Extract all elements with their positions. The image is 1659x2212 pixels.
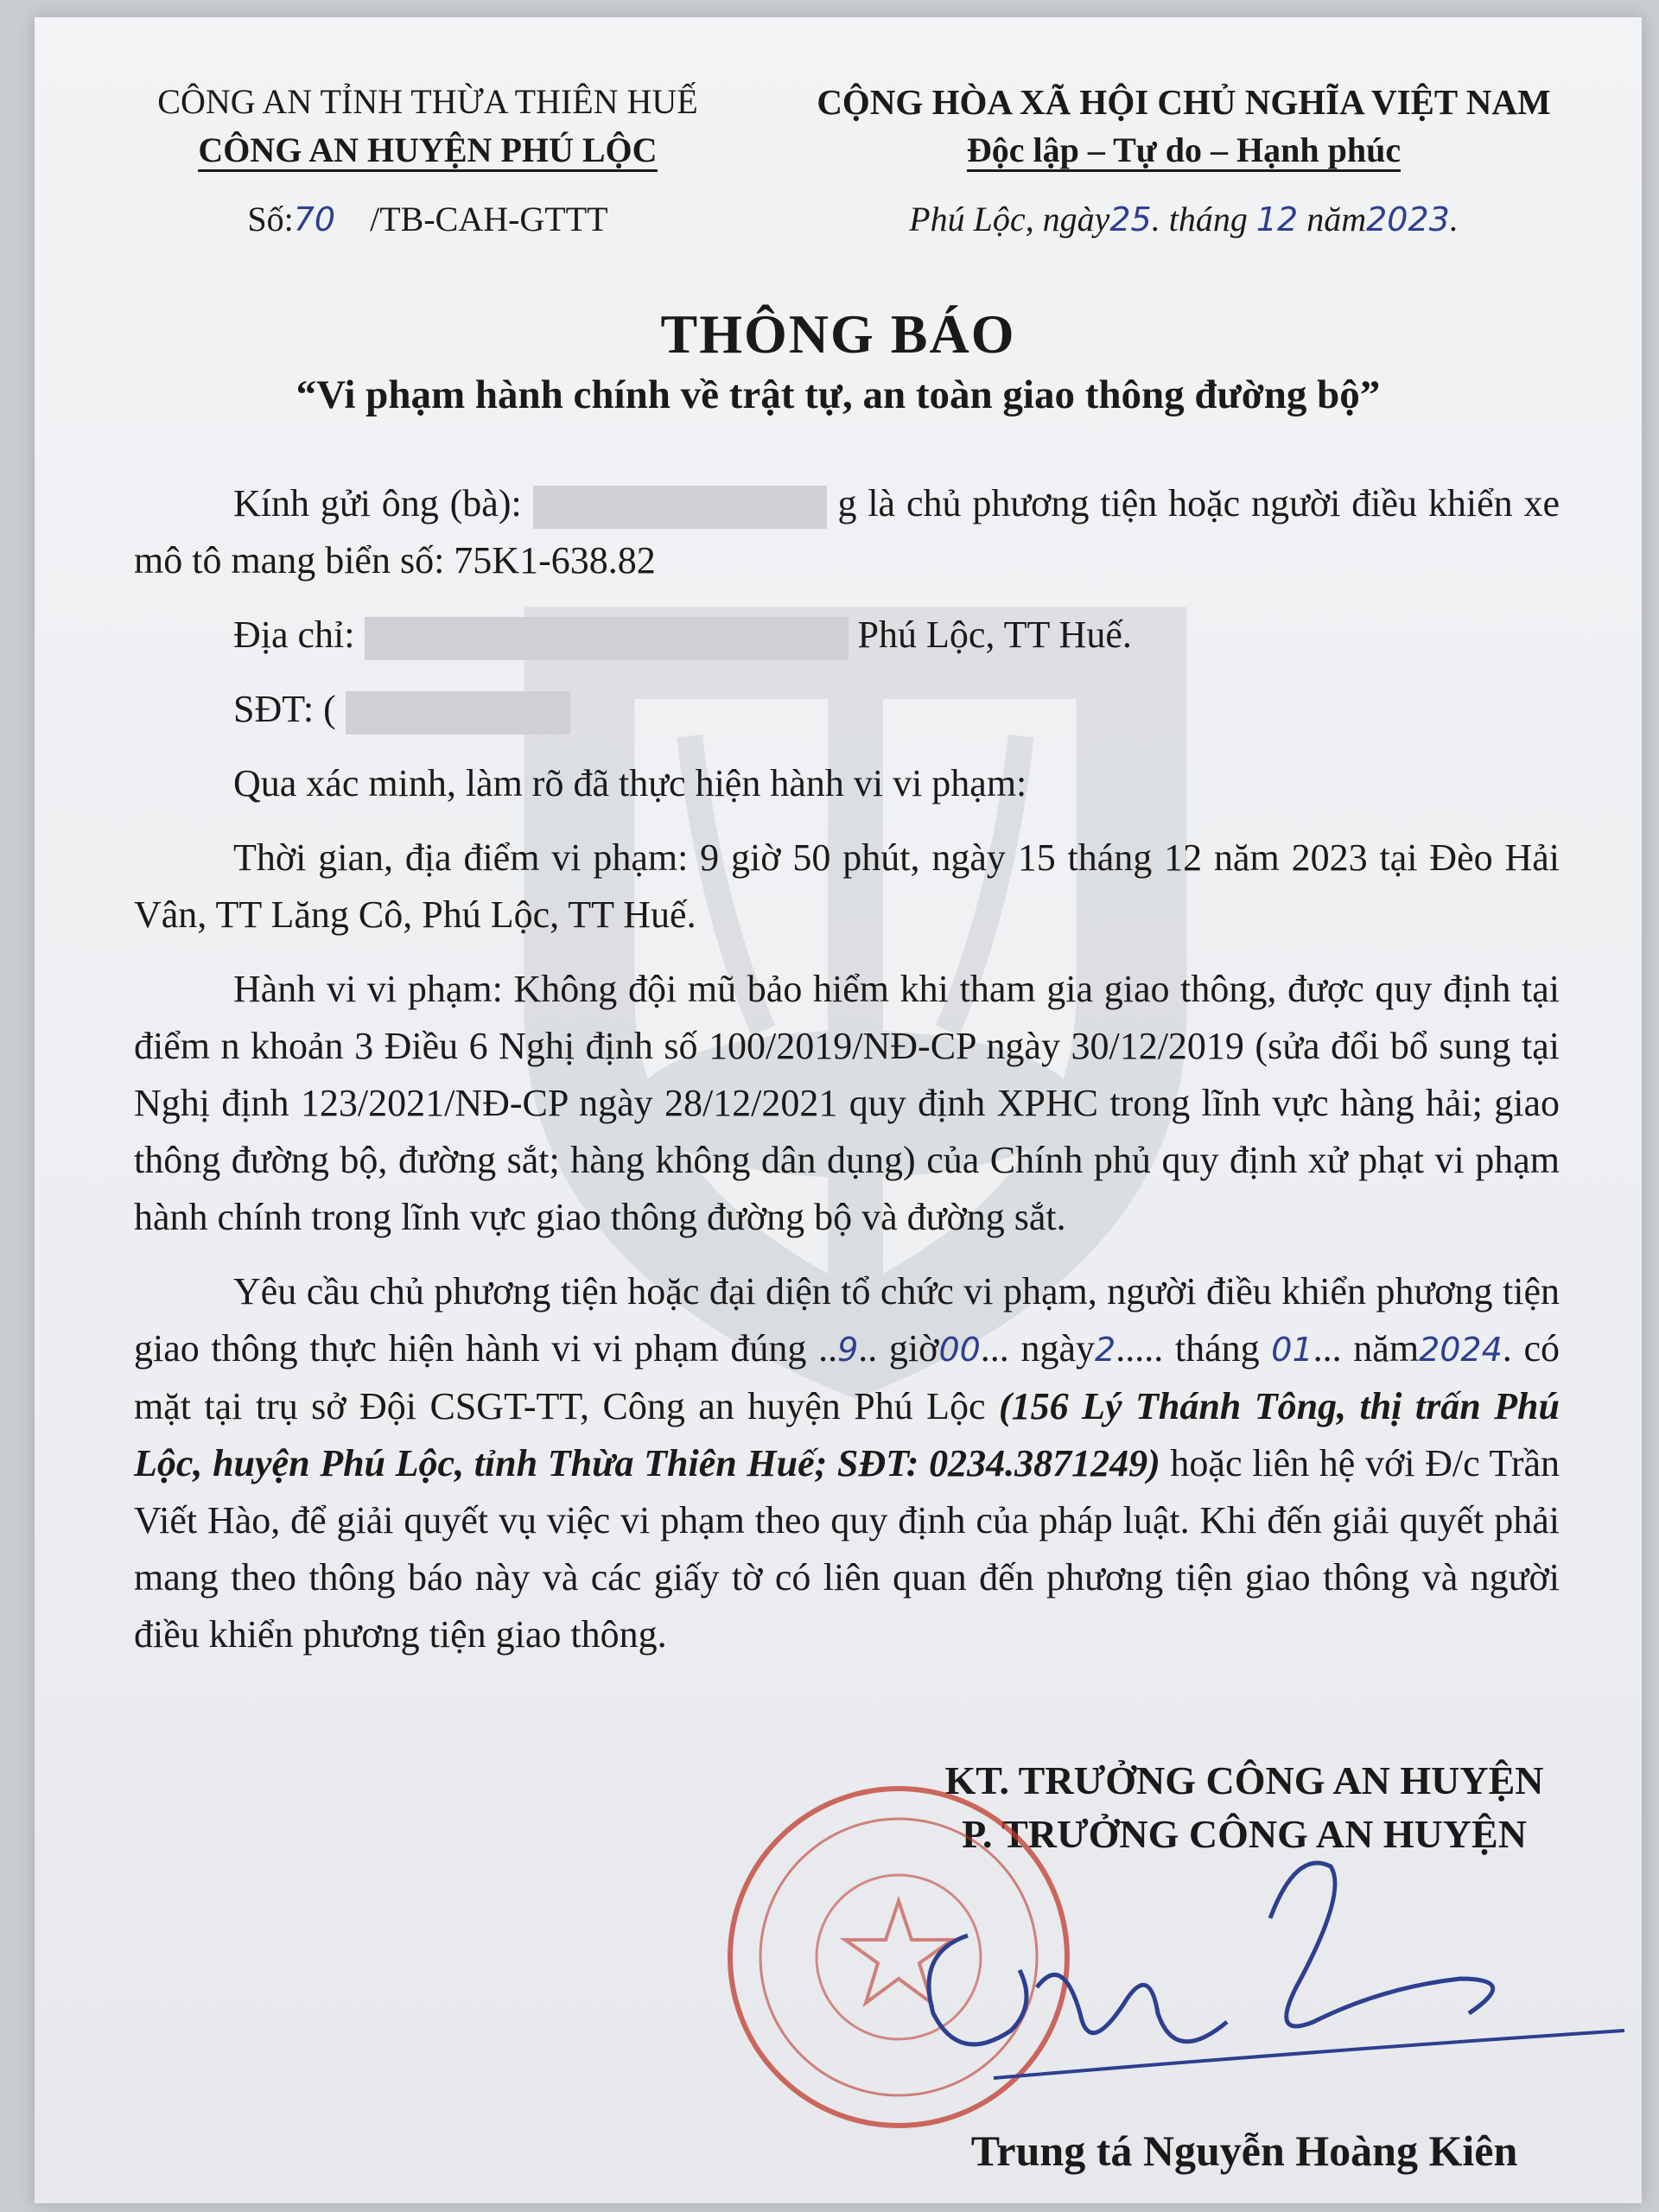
verification-line: Qua xác minh, làm rõ đã thực hiện hành vi vi phạm: [233,762,1027,804]
address-line: Địa chỉ: Phú Lộc, TT Huế. [134,607,1560,664]
violation-paragraph: Hành vi vi phạm: Không đội mũ bảo hiểm khi tham gia giao thông, được quy định tại điểm n khoản 3 Điều 6 Nghị định số 100/2019/NĐ-CP ngày 30/12/2019 (sửa đổi bổ sung tại Nghị định 123/2021/NĐ-CP ngày 28/12/2021 quy định XPHC trong lĩnh vực hàng hải; giao thông đường bộ, đường sắt; hàng không dân dụng) của Chính phủ quy định xử phạt vi phạm hành chính trong lĩnh vực giao thông đường bộ và đường sắt. [134,968,1560,1238]
appointment-minute: 00 [938,1331,981,1369]
office-address: (156 Lý Thánh Tông, thị trấn Phú Lộc, huyện Phú Lộc, tỉnh Thừa Thiên Huế; SĐT: 0234.3871249) [134,1385,1560,1484]
document-body [134,475,1560,1681]
document-subtitle: “Vi phạm hành chính về trật tự, an toàn giao thông đường bộ” [296,372,1381,417]
document-title: THÔNG BÁO [660,303,1016,365]
appointment-hour: 9 [837,1331,859,1369]
document-page [35,17,1642,2203]
appointment-month: 01 [1271,1331,1313,1369]
country-name: CỘNG HÒA XÃ HỘI CHỦ NGHĨA VIỆT NAM [817,82,1551,122]
document-number: Số:70 /TB-CAH-GTTT [247,200,608,238]
redacted-address [365,617,849,660]
appointment-year: 2024 [1419,1331,1503,1369]
appointment-day: 2 [1095,1331,1116,1369]
issue-year: 2023 [1366,200,1450,238]
signature-title: KT. TRƯỞNG CÔNG AN HUYỆN P. TRƯỞNG CÔNG AN HUYỆN [944,1758,1544,1856]
document-number-value: 70 [293,200,336,238]
handwritten-signature [864,1815,1642,2108]
redacted-name [533,486,827,529]
time-place-paragraph: Thời gian, địa điểm vi phạm: 9 giờ 50 phút, ngày 15 tháng 12 năm 2023 tại Đèo Hải Vân, TT Lăng Cô, Phú Lộc, TT Huế. [134,836,1560,936]
request-paragraph: Yêu cầu chủ phương tiện hoặc đại diện tổ chức vi phạm, người điều khiển phương tiện giao thông thực hiện hành vi vi phạm đúng ..9.. giờ00... ngày2..... tháng 01... năm2024. có mặt tại trụ sở Đội CSGT-TT, Công an huyện Phú Lộc (156 Lý Thánh Tông, thị trấn Phú Lộc, huyện Phú Lộc, tỉnh Thừa Thiên Huế; SĐT: 0234.3871249) hoặc liên hệ với Đ/c Trần Viết Hào, để giải quyết vụ việc vi phạm theo quy định của pháp luật. Khi đến giải quyết phải mang theo thông báo này và các giấy tờ có liên quan đến phương tiện giao thông và người điều khiển phương tiện giao thông. [134,1270,1560,1656]
issue-month: 12 [1255,200,1299,238]
issue-date: Phú Lộc, ngày25. tháng 12 năm2023. [909,200,1459,238]
redacted-phone [346,691,570,734]
issue-day: 25 [1109,200,1152,238]
recipient-line: Kính gửi ông (bà): g là chủ phương tiện hoặc người điều khiển xe mô tô mang biển số: 75K1-638.82 [134,482,1560,582]
agency-province: CÔNG AN TỈNH THỪA THIÊN HUẾ [157,82,698,121]
agency-district: CÔNG AN HUYỆN PHÚ LỘC [95,126,760,175]
national-header [760,78,1607,244]
signer-name: Trung tá Nguyễn Hoàng Kiên [970,2126,1518,2175]
issuing-agency-header [95,78,760,244]
motto: Độc lập – Tự do – Hạnh phúc [760,126,1607,175]
phone-line: SĐT: ( [134,681,1560,738]
